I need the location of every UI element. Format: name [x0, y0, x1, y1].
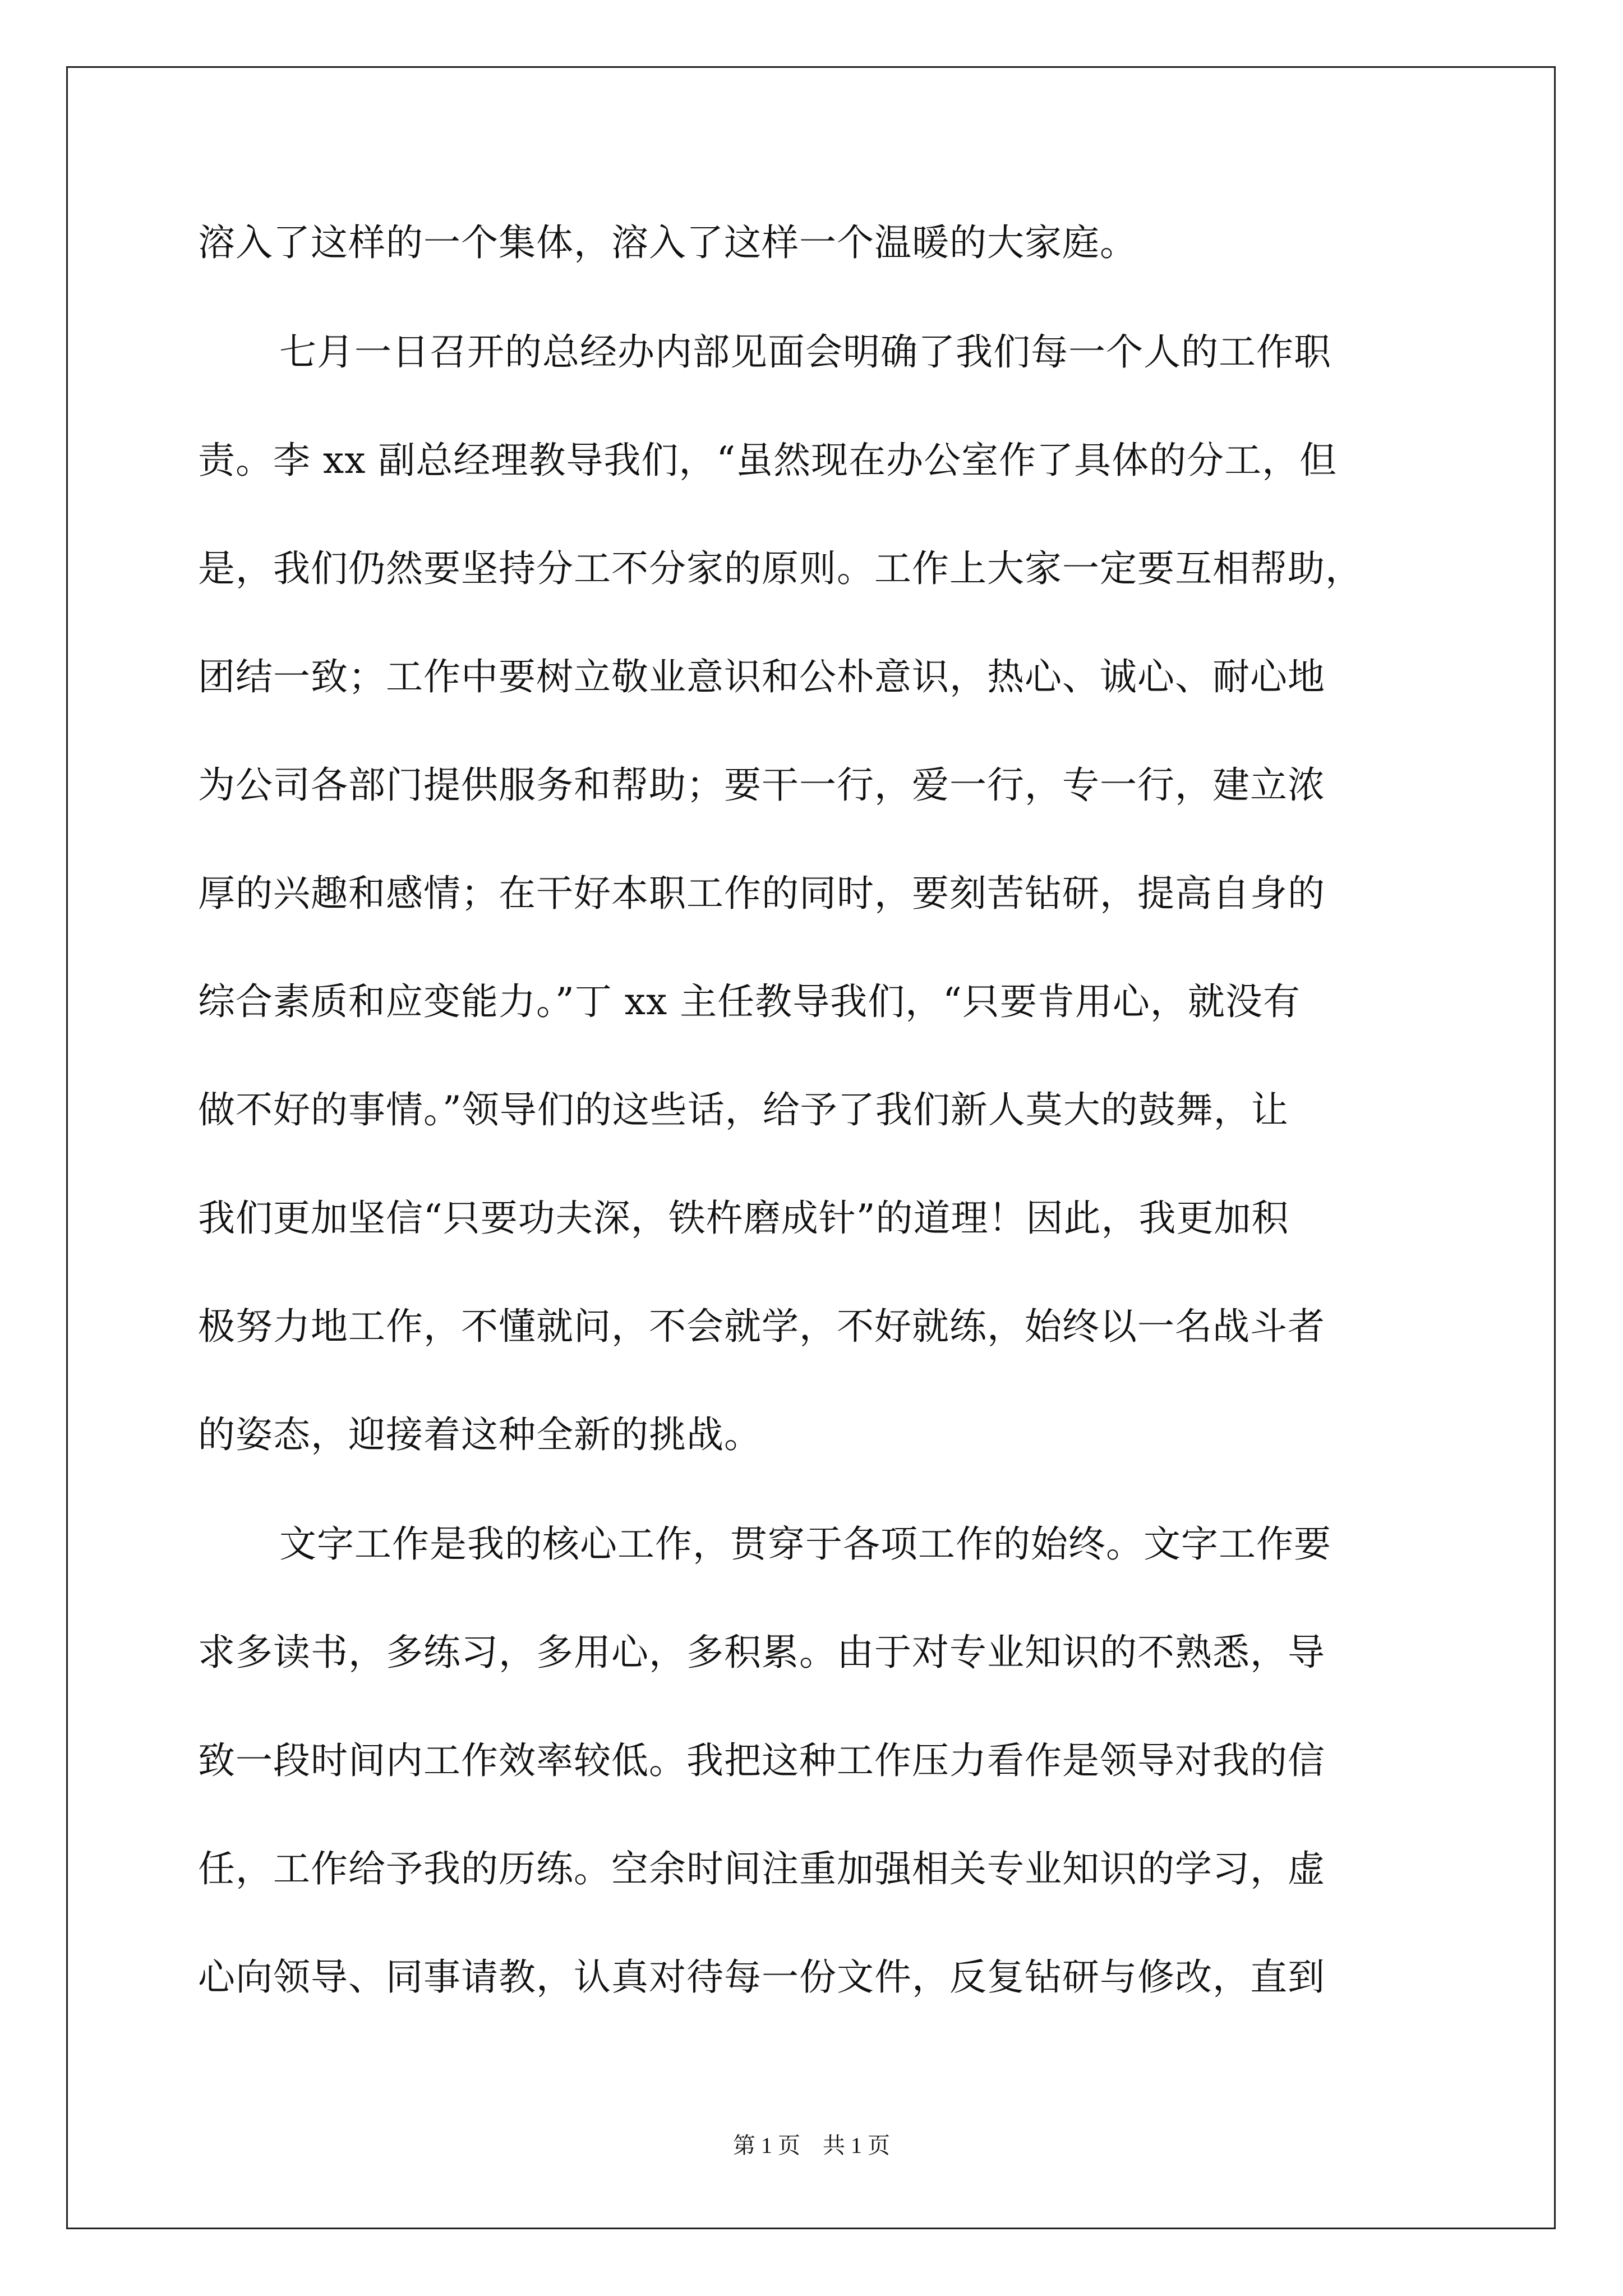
paragraph-line: 心向领导、同事请教，认真对待每一份文件，反复钻研与修改，直到: [198, 1955, 1325, 1999]
paragraph-line: 极努力地工作，不懂就问，不会就学，不好就练，始终以一名战斗者: [198, 1305, 1325, 1348]
paragraph-line: 的姿态，迎接着这种全新的挑战。: [198, 1413, 762, 1456]
paragraph-line: 是，我们仍然要坚持分工不分家的原则。工作上大家一定要互相帮助，: [198, 547, 1363, 590]
paragraph-line: 厚的兴趣和感情；在干好本职工作的同时，要刻苦钻研，提高自身的: [198, 872, 1325, 915]
paragraph-line: 文字工作是我的核心工作，贯穿于各项工作的始终。文字工作要: [279, 1522, 1331, 1566]
paragraph-line: 做不好的事情。”领导们的这些话，给予了我们新人莫大的鼓舞，让: [198, 1088, 1289, 1131]
paragraph-line: 为公司各部门提供服务和帮助；要干一行，爱一行，专一行，建立浓: [198, 763, 1325, 807]
paragraph-line: 任，工作给予我的历练。空余时间注重加强相关专业知识的学习，虚: [198, 1847, 1325, 1890]
paragraph-line: 致一段时间内工作效率较低。我把这种工作压力看作是领导对我的信: [198, 1739, 1325, 1782]
paragraph-line: 我们更加坚信“只要功夫深，铁杵磨成针”的道理！因此，我更加积: [198, 1197, 1289, 1240]
paragraph-line: 溶入了这样的一个集体，溶入了这样一个温暖的大家庭。: [198, 221, 1137, 264]
paragraph-line: 团结一致；工作中要树立敬业意识和公朴意识，热心、诚心、耐心地: [198, 655, 1325, 698]
paragraph-line: 求多读书，多练习，多用心，多积累。由于对专业知识的不熟悉，导: [198, 1631, 1325, 1674]
page-border: [66, 66, 1556, 2229]
paragraph-line: 综合素质和应变能力。”丁 xx 主任教导我们，“只要肯用心，就没有: [198, 980, 1301, 1023]
page-number-footer: 第 1 页 共 1 页: [733, 2133, 890, 2158]
paragraph-line: 责。李 xx 副总经理教导我们，“虽然现在办公室作了具体的分工，但: [198, 439, 1338, 482]
paragraph-line: 七月一日召开的总经办内部见面会明确了我们每一个人的工作职: [279, 330, 1331, 374]
